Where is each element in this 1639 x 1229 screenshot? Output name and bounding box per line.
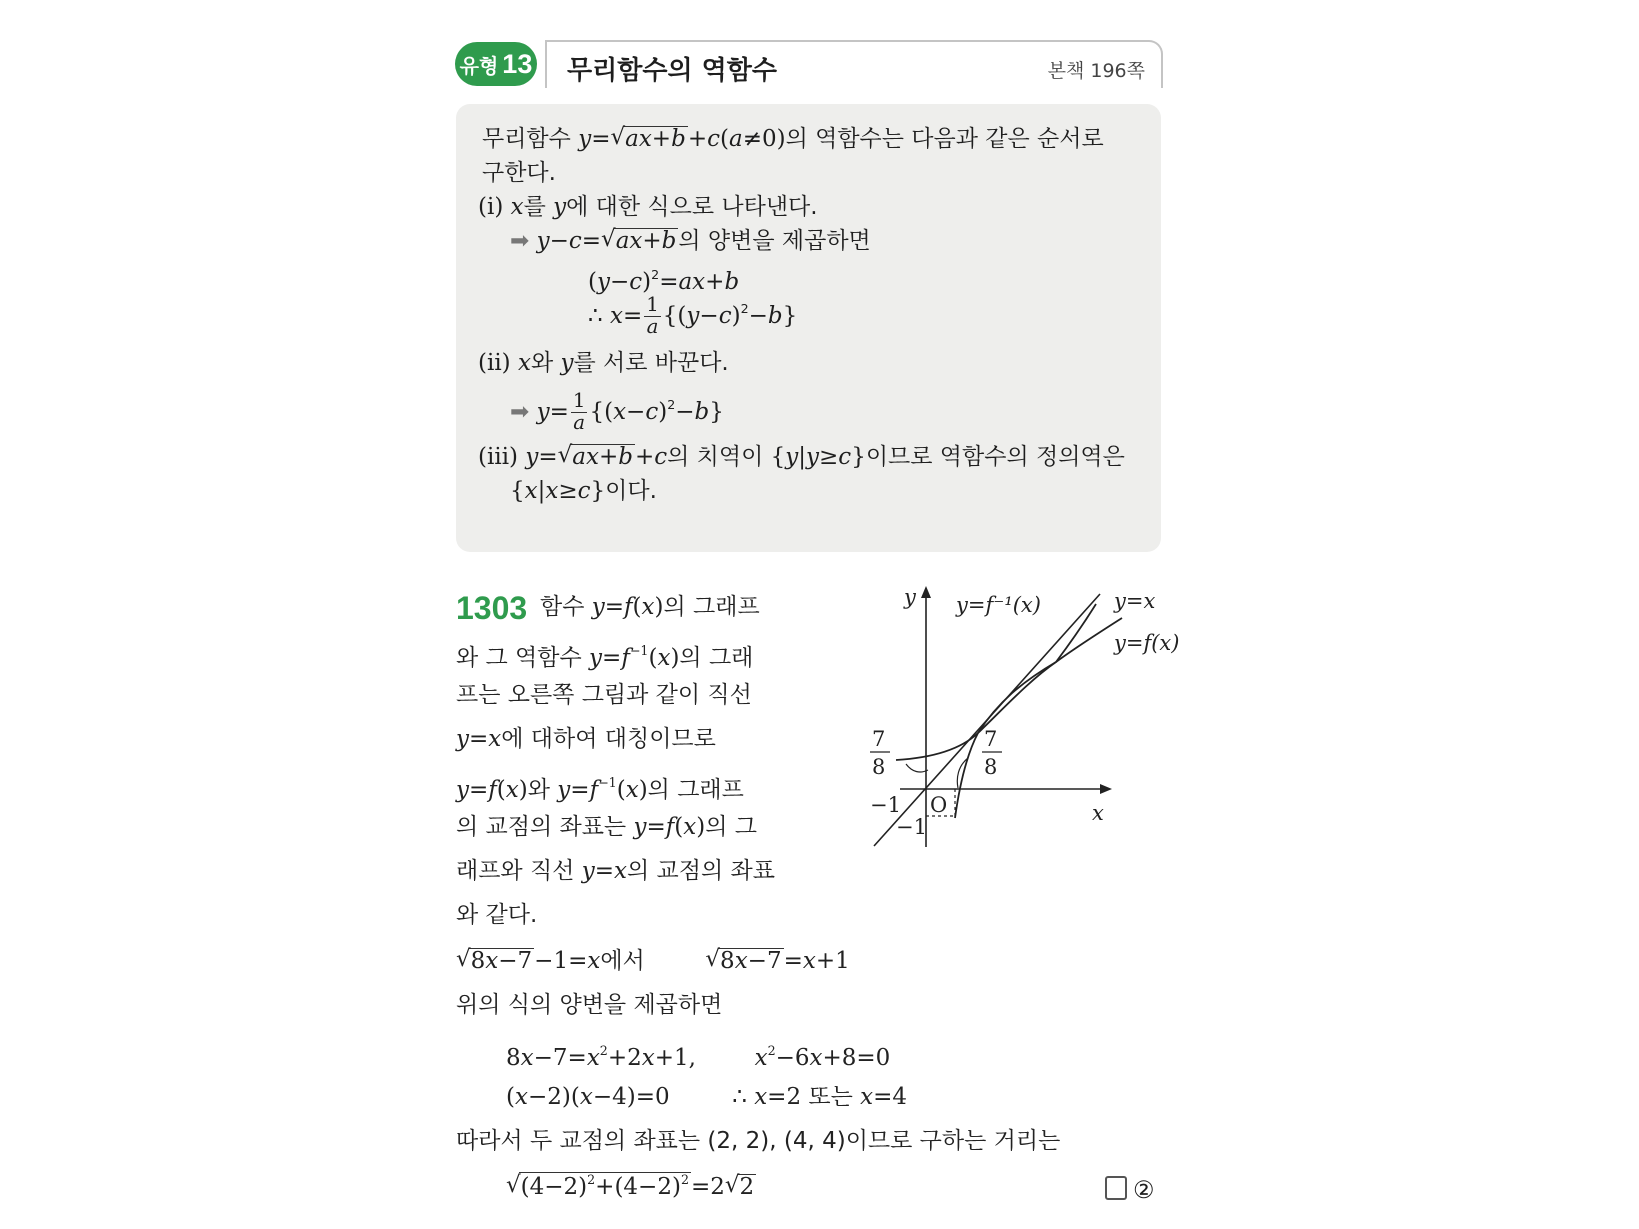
type-title: 무리함수의 역함수 [567, 56, 777, 86]
concept-step1-detail: ➡ y−c=√ ax+b의 양변을 제곱하면 [510, 226, 871, 256]
concept-step3-domain: {x|x≥c}이다. [510, 478, 657, 504]
axis-label-y: y [904, 585, 916, 609]
tick-x-7over8-den: 8 [984, 755, 998, 779]
concept-step1-eq2: ∴ x= $\frac{1}{a}$ $\{(y-c)^2-b\}$ [588, 293, 798, 339]
x-axis-arrow [1100, 784, 1112, 794]
function-graph [860, 582, 1180, 852]
badge-number: 13 [502, 48, 533, 79]
solution-line-9: √ 8x−7−1=x에서 √ 8x−7=x+1 [456, 946, 850, 976]
tick-y-7over8-num: 7 [872, 727, 886, 751]
solution-line-13: 따라서 두 교점의 좌표는 (2, 2), (4, 4)이므로 구하는 거리는 [456, 1128, 1061, 1154]
concept-intro-line2: 구한다. [482, 160, 556, 186]
solution-line-8: 와 같다. [456, 902, 538, 928]
solution-line-6: 의 교점의 좌표는 y=f(x)의 그 [456, 814, 757, 840]
solution-line-4: y=x에 대하여 대칭이므로 [456, 726, 716, 752]
concept-step3: (ⅲ) y=√ ax+b+c의 치역이 {y|y≥c}이므로 역함수의 정의역은 [478, 442, 1125, 472]
solution-line-11: $8x-7=x^2+2x+1$, $x^2-6x+8=0$ [506, 1043, 891, 1072]
solution-line-7: 래프와 직선 y=x의 교점의 좌표 [456, 858, 775, 884]
arrow-marker-left [906, 764, 928, 772]
tick-y-7over8-den: 8 [872, 755, 886, 779]
concept-step2-eq: ➡ y= $\frac{1}{a}$ $\{(x-c)^2-b\}$ [510, 389, 724, 435]
concept-intro-line: 무리함수 y=√ ax+b+c(a≠0)의 역함수는 다음과 같은 순서로 [482, 124, 1104, 154]
solution-line-12: (x−2)(x−4)=0 ∴ x=2 또는 x=4 [506, 1084, 908, 1110]
solution-line-5: y=f(x)와 $y=f^{-1}(x)$의 그래프 [456, 775, 744, 804]
origin-label: O [930, 793, 948, 817]
type-badge [455, 42, 537, 86]
solution-line-10: 위의 식의 양변을 제곱하면 [456, 992, 723, 1018]
tick-y-neg-one: −1 [896, 815, 927, 839]
concept-step2: (ⅱ) x와 y를 서로 바꾼다. [478, 350, 729, 376]
answer-icon [1105, 1176, 1127, 1200]
curve-f-inverse [955, 604, 1096, 818]
solution-line-3: 프는 오른쪽 그림과 같이 직선 [456, 682, 752, 708]
y-axis-arrow [921, 586, 931, 598]
curve-f [896, 618, 1122, 760]
solution-line-14: √ $(4-2)^2+(4-2)^2=2√$ 2 [506, 1172, 756, 1202]
tick-x-7over8-num: 7 [984, 727, 998, 751]
solution-line-1: 함수 y=f(x)의 그래프 [540, 594, 760, 620]
inverse-function-label: y=f⁻¹(x) [956, 593, 1041, 617]
problem-number: 1303 [456, 590, 528, 626]
solution-line-2: 와 그 역함수 $y=f^{-1}(x)$의 그래 [456, 643, 754, 672]
axis-label-x: x [1092, 801, 1104, 825]
tick-x-neg-one: −1 [870, 793, 901, 817]
title-box [545, 40, 1163, 88]
type-header [455, 40, 1161, 88]
concept-step1: (ⅰ) x를 y에 대한 식으로 나타낸다. [478, 194, 818, 220]
book-reference: 본책 196쪽 [1047, 60, 1145, 82]
concept-box [456, 104, 1161, 552]
identity-line-label: y=x [1114, 589, 1156, 613]
answer: ② [1105, 1176, 1155, 1204]
concept-step1-eq1: $(y-c)^2=ax+b$ [588, 267, 740, 296]
badge-label: 유형 [459, 53, 499, 78]
f-label: y=f(x) [1114, 631, 1180, 655]
